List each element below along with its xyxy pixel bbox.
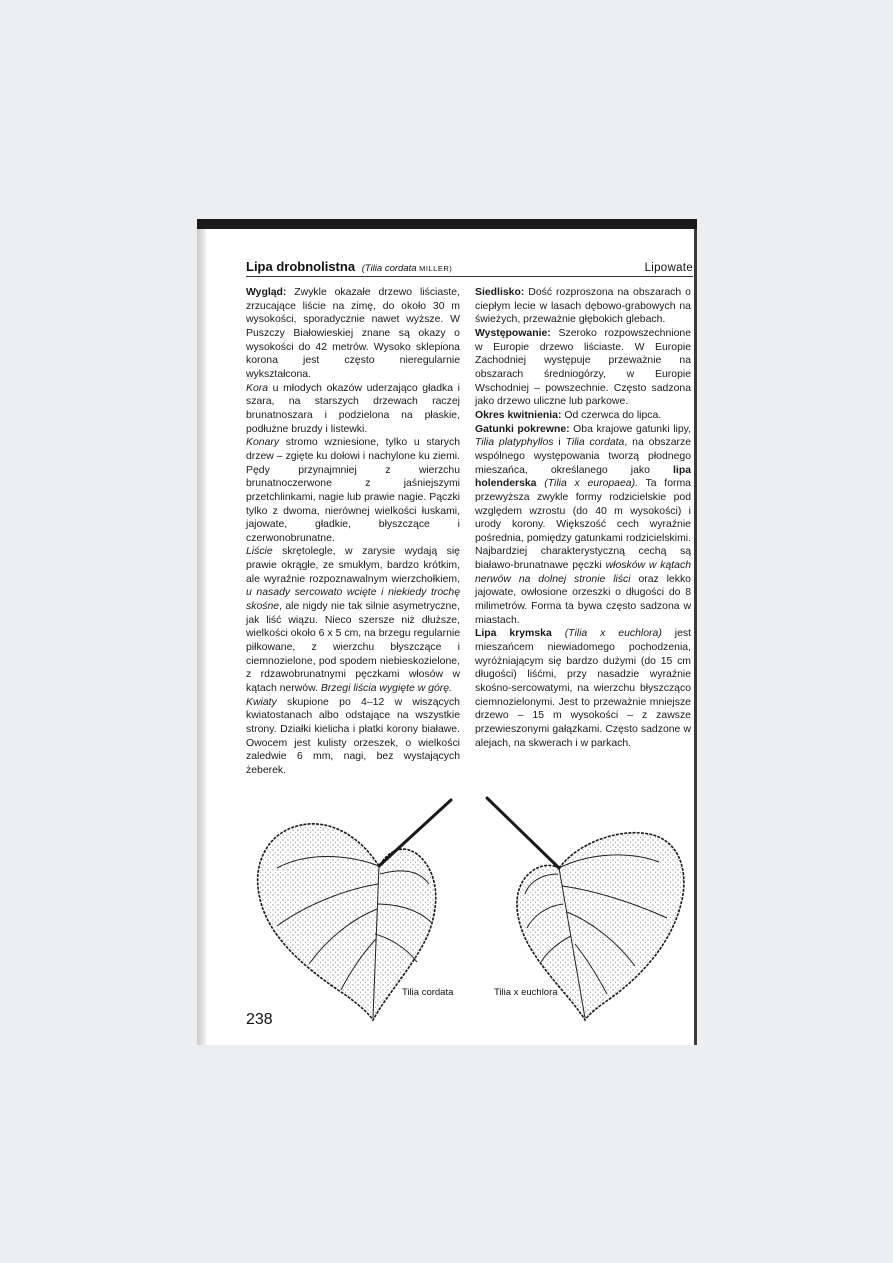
related-species-paragraph: Gatunki pokrewne: Oba krajowe gatunki lipy, Tilia platyphyllos i Tilia cordata, na obszarze wspólnego występowania tworzą płodnego mieszańca, określanego jako lipa holenderska (Tilia x europaea). Ta forma przewyższa zwykle formy rodzicielskie pod względem wzrostu (do 40 m wysokości) i urody korony. Większość cech wyraźnie pośrednia, pomiędzy gatunkami rodzicielskimi. Najbardziej charakterystyczną cechą są białawo-brunatnawe pęczki włosków w kątach nerwów na dolnej stronie liści oraz lekko jajowate, owłosione orzeszki o długości do 8 milimetrów. Forma ta bywa często sadzona w miastach. bbox=[475, 423, 692, 626]
flowers-paragraph: Kwiaty skupione po 4–12 w wiszących kwiatostanach albo odstające na wszystkie strony. Działki kielicha i płatki korony białawe. Owocem jest kulisty orzeszek, o wielkości zaledwie 6 mm, nagi, bez wystających żeberek. bbox=[246, 696, 460, 776]
flowering-paragraph: Okres kwitnienia: Od czerwca do lipca. bbox=[475, 409, 662, 421]
crimean-linden-paragraph: Lipa krymska (Tilia x euchlora) jest mieszańcem niewiadomego pochodzenia, wyróżniającym się bardzo dużymi (do 15 cm długości) liśćmi, przy nasadzie wyraźnie skośno-sercowatymi, na wierzchu błyszcząco ciemnozielonymi. Jest to przeważnie mniejsze drzewo – 15 m wysokości – z zawsze przewieszonymi gałązkami. Często sadzone w alejach, na skwerach i w parkach. bbox=[475, 628, 691, 749]
book-page bbox=[197, 219, 697, 1045]
bark-paragraph: Kora u młodych okazów uderzająco gładka i szara, na starszych drzewach raczej brunatnoszara i podzielona na płaskie, podłużne bruzdy i listewki. bbox=[246, 382, 460, 435]
leaf-illustrations bbox=[237, 794, 697, 1024]
latin-name: (Tilia cordata MILLER) bbox=[361, 263, 453, 274]
leaves-paragraph: Liście skrętolegle, w zarysie wydają się prawie okrągłe, ze smukłym, bardzo krótkim, ale wyraźnie rozpoznawalnym wierzchołkiem, u nasady sercowato wcięte i niekiedy trochę skośne, ale nigdy nie tak silnie asymetryczne, jak liść wiązu. Nieco szersze niż dłuższe, wielkości około 6 x 5 cm, na brzegu regularnie piłkowane, z wierzchu błyszczące i ciemnozielone, pod spodem niebieskozielone, z rdzawobrunatnymi pęczkami włosów w kątach nerwów. Brzegi liścia wygięte w górę. bbox=[246, 546, 460, 695]
caption-tilia-euchlora: Tilia x euchlora bbox=[494, 987, 558, 998]
right-text-column bbox=[475, 286, 691, 750]
habitat-paragraph: Siedlisko: Dość rozproszona na obszarach o ciepłym lecie w lasach dębowo-grabowych na świeżych, przeważnie głębokich glebach. bbox=[475, 287, 691, 326]
book-spine-shadow bbox=[197, 229, 206, 1045]
species-title: Lipa drobnolistna (Tilia cordata MILLER) bbox=[246, 259, 453, 274]
page-number: 238 bbox=[246, 1011, 273, 1028]
occurrence-paragraph: Występowanie: Szeroko rozpowszechnione w Europie drzewo liściaste. W Europie Zachodniej występuje przeważnie na obszarach średniogórzy, w Europie Wschodniej – powszechnie. Często sadzona jako drzewo uliczne lub parkowe. bbox=[475, 327, 691, 408]
family-name: Lipowate bbox=[644, 262, 693, 274]
caption-tilia-cordata: Tilia cordata bbox=[402, 987, 454, 998]
branches-paragraph: Konary stromo wzniesione, tylko u starych drzew – zgięte ku dołowi i nachylone ku ziemi. Pędy przynajmniej z wierzchu brunatnoczerwone z jaśniejszymi przetchlinkami, nagie lub prawie nagie. Pączki tylko z dwoma, nierównej wielkości łuskami, jajowate, gładkie, błyszczące i czerwonobrunatne. bbox=[246, 437, 460, 544]
appearance-paragraph: Wygląd: Zwykle okazałe drzewo liściaste, zrzucające liście na zimę, do około 30 m wysokości, sporadycznie nawet wyższe. W Puszczy Białowieskiej znane są okazy o wysokości do 42 metrów. Wysoko sklepiona korona jest często nieregularnie wykształcona. bbox=[246, 287, 460, 380]
left-text-column bbox=[246, 286, 460, 778]
running-header bbox=[246, 260, 693, 277]
